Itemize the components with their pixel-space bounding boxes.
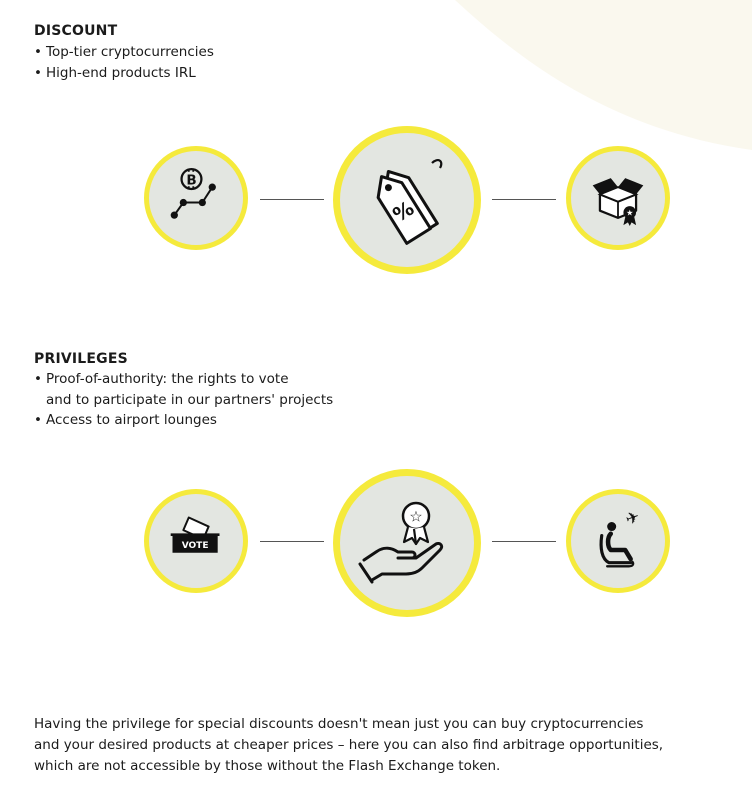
airport-lounge-icon: [571, 494, 665, 588]
footer-line: Having the privilege for special discounts doesn't mean just you can buy cryptocurrencies: [34, 716, 644, 732]
privileges-bullet: [34, 369, 333, 410]
vote-box-icon-circle: [144, 489, 248, 593]
discount-tags-icon: [340, 133, 474, 267]
privileges-bullet-list: [34, 369, 333, 431]
airport-lounge-icon-circle: [566, 489, 670, 593]
privileges-bullet: • Access to airport lounges: [34, 410, 333, 431]
vote-label: VOTE: [181, 540, 209, 551]
bitcoin-chart-icon: [149, 151, 243, 245]
footer-line: and your desired products at cheaper prices – here you can also find arbitrage opportunities,: [34, 736, 664, 753]
privileges-bullet-line: and to participate in our partners' projects: [46, 391, 334, 408]
svg-text:✈: ✈: [622, 506, 643, 530]
gift-box-icon: [571, 151, 665, 245]
gift-box-icon-circle: [566, 146, 670, 250]
privileges-title: PRIVILEGES: [34, 351, 128, 367]
svg-text:%: %: [388, 195, 419, 227]
discount-bullet: • Top-tier cryptocurrencies: [34, 42, 214, 63]
svg-text:★: ★: [626, 207, 634, 218]
connector-line: [260, 541, 324, 542]
footer-paragraph: [34, 714, 724, 776]
svg-text:☆: ☆: [409, 507, 423, 526]
svg-text:B: B: [186, 172, 197, 189]
footer-line: which are not accessible by those without the Flash Exchange token.: [34, 757, 501, 774]
award-hand-icon-circle: [333, 469, 481, 617]
discount-title: DISCOUNT: [34, 23, 118, 39]
discount-bullet-list: [34, 42, 214, 83]
discount-bullet: • High-end products IRL: [34, 63, 214, 84]
award-hand-icon: [340, 476, 474, 610]
discount-tags-icon-circle: [333, 126, 481, 274]
privileges-bullet-line: • Proof-of-authority: the rights to vote: [46, 371, 289, 387]
bitcoin-chart-icon-circle: [144, 146, 248, 250]
connector-line: [260, 199, 324, 200]
connector-line: [492, 199, 556, 200]
connector-line: [492, 541, 556, 542]
vote-box-icon: [149, 494, 243, 588]
